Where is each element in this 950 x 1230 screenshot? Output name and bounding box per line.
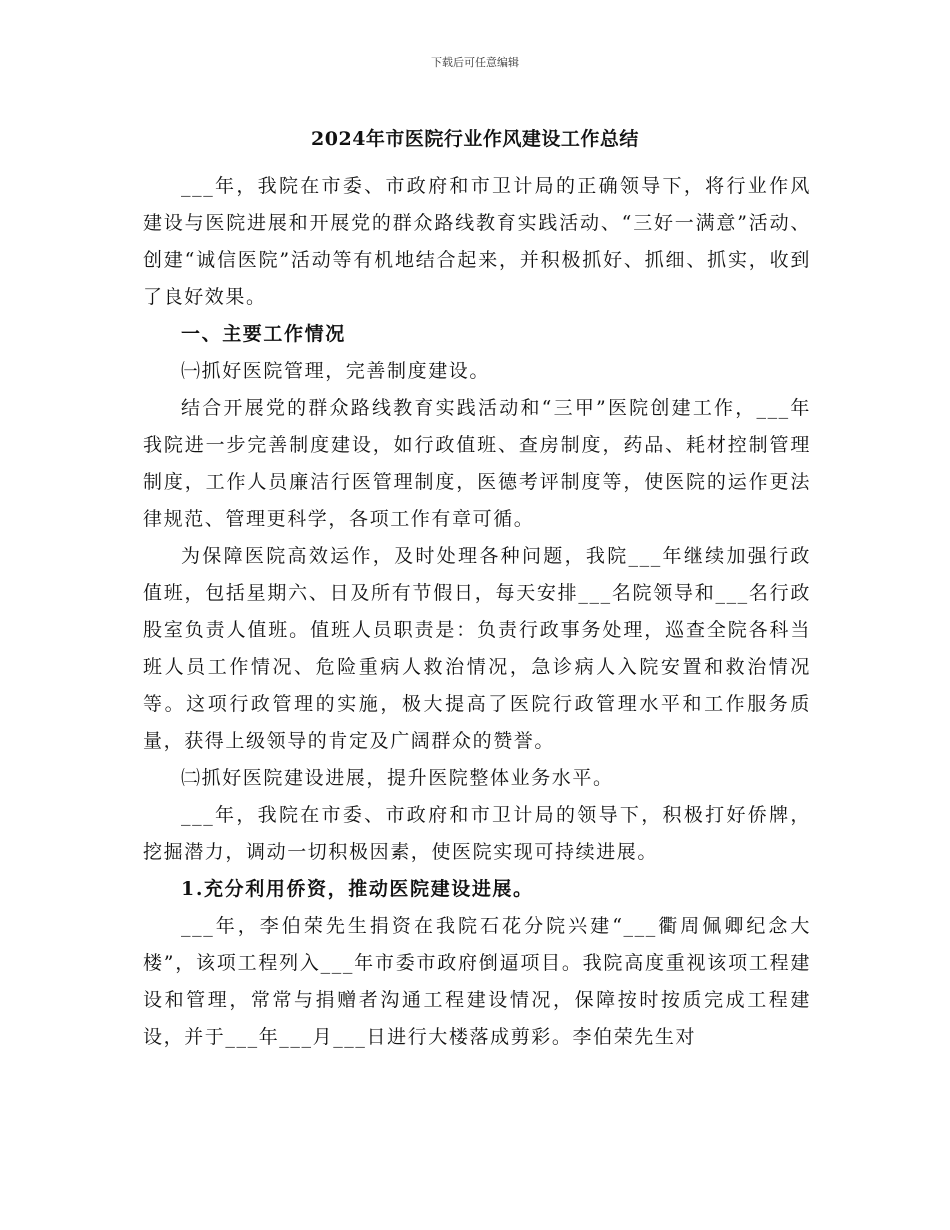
subsection-heading-development: ㈡抓好医院建设进展，提升医院整体业务水平。: [181, 767, 614, 789]
item-heading-overseas-funds: 1.充分利用侨资，推动医院建设进展。: [181, 878, 534, 900]
document-body: [143, 168, 811, 1056]
subsection-heading-management: ㈠抓好医院管理，完善制度建设。: [181, 360, 491, 382]
paragraph-memorial-building: ___年，李伯荣先生捐资在我院石花分院兴建“___衢周佩卿纪念大楼”，该项工程列入___年市委市政府倒逼项目。我院高度重视该项工程建设和管理，常常与捐赠者沟通工程建设情况，保障按时按质完成工程建设，并于___年___月___日进行大楼落成剪彩。李伯荣先生对: [143, 915, 811, 1048]
document-title: 2024年市医院行业作风建设工作总结: [311, 128, 639, 150]
paragraph-overseas-advantage: ___年，我院在市委、市政府和市卫计局的领导下，积极打好侨牌，挖掘潜力，调动一切积极因素，使医院实现可持续进展。: [143, 804, 811, 863]
page-header-note: 下载后可任意编辑: [431, 56, 519, 69]
paragraph-administrative-duty: 为保障医院高效运作，及时处理各种问题，我院___年继续加强行政值班，包括星期六、日及所有节假日，每天安排___名院领导和___名行政股室负责人值班。值班人员职责是：负责行政事务处理，巡查全院各科当班人员工作情况、危险重病人救治情况，急诊病人入院安置和救治情况等。这项行政管理的实施，极大提高了医院行政管理水平和工作服务质量，获得上级领导的肯定及广阔群众的赞誉。: [143, 545, 811, 752]
section-heading-main-work: 一、主要工作情况: [181, 323, 346, 345]
paragraph-intro: ___年，我院在市委、市政府和市卫计局的正确领导下，将行业作风建设与医院进展和开展党的群众路线教育实践活动、“三好一满意”活动、创建“诚信医院”活动等有机地结合起来，并积极抓好、抓细、抓实，收到了良好效果。: [143, 175, 811, 308]
paragraph-system-building: 结合开展党的群众路线教育实践活动和“三甲”医院创建工作，___年我院进一步完善制度建设，如行政值班、查房制度，药品、耗材控制管理制度，工作人员廉洁行医管理制度，医德考评制度等，使医院的运作更法律规范、管理更科学，各项工作有章可循。: [143, 397, 811, 530]
